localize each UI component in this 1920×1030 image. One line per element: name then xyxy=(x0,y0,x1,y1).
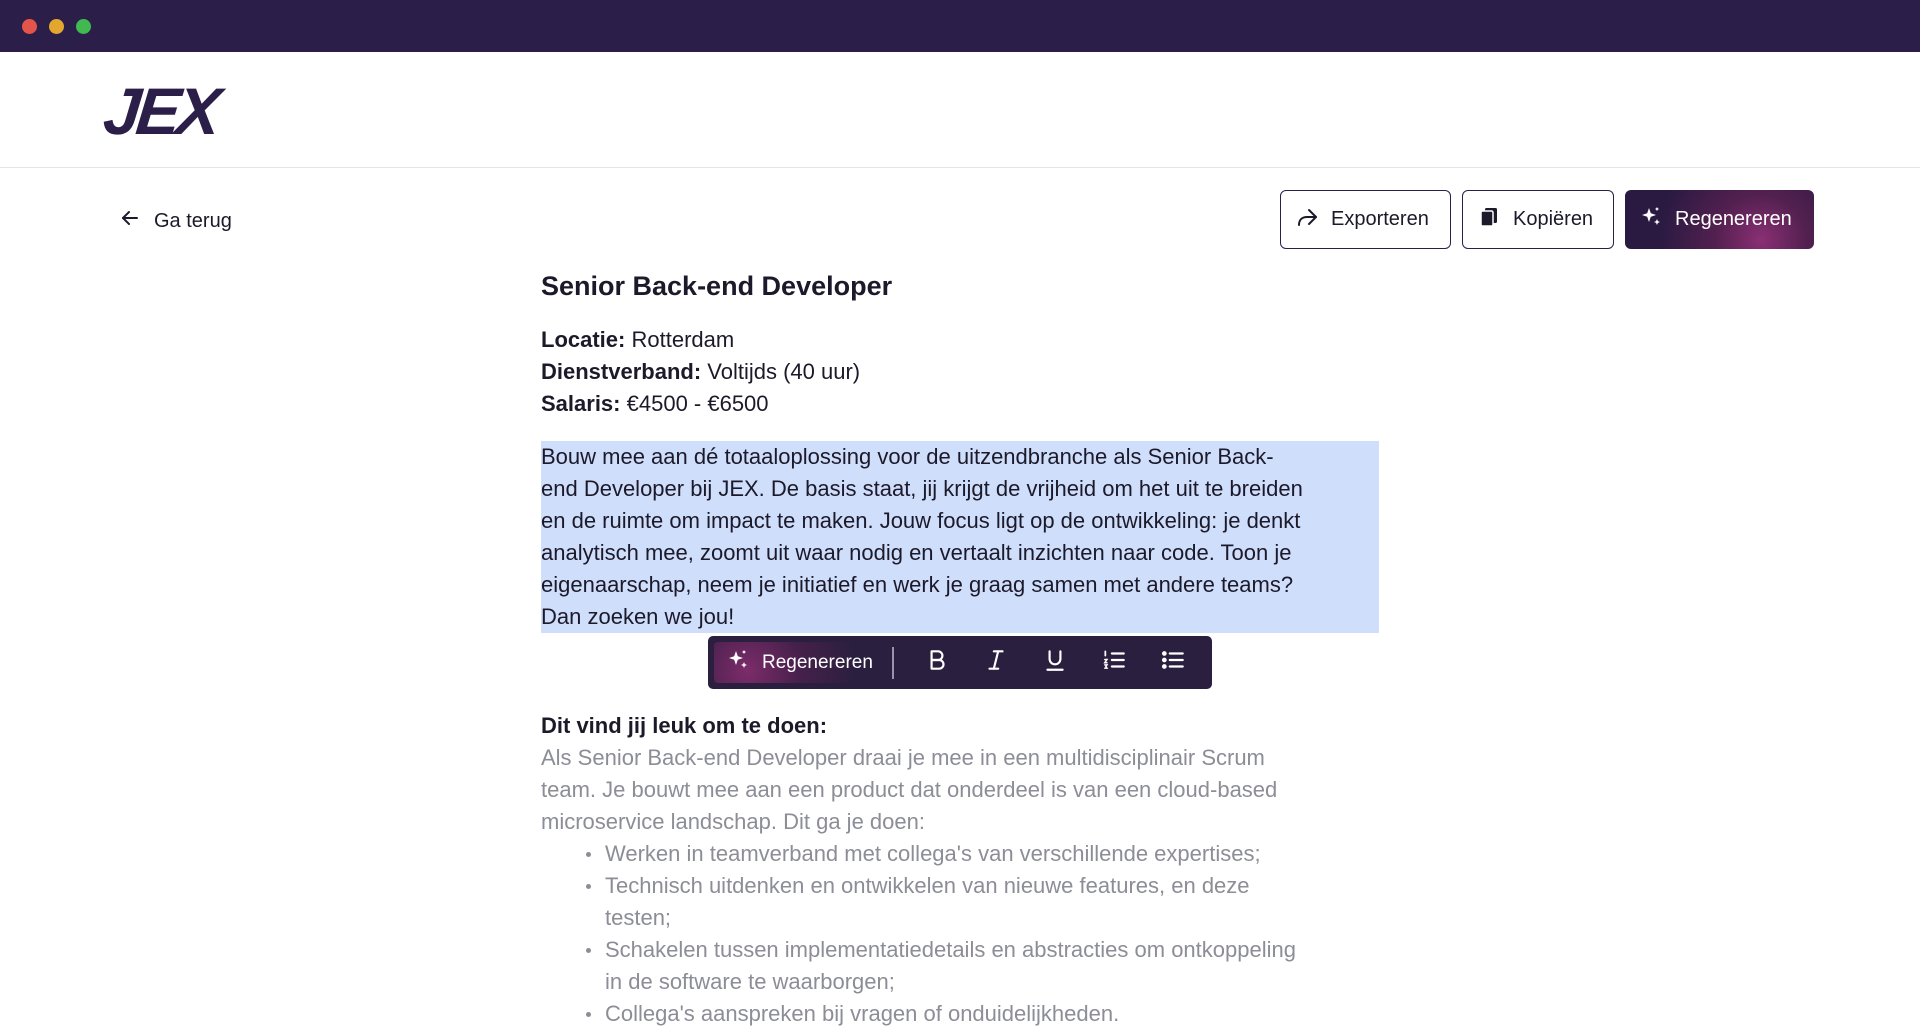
italic-button[interactable] xyxy=(967,642,1026,683)
minimize-window-button[interactable] xyxy=(49,19,64,34)
export-button-label: Exporteren xyxy=(1331,208,1429,230)
meta-employment-label: Dienstverband: xyxy=(541,359,702,384)
meta-location-label: Locatie: xyxy=(541,327,626,352)
bold-icon xyxy=(924,647,950,678)
list-item-line: in de software te waarborgen; xyxy=(605,969,895,994)
meta-salary-value: €4500 - €6500 xyxy=(626,391,769,416)
meta-salary xyxy=(541,388,1381,420)
section-heading: Dit vind jij leuk om te doen: xyxy=(541,713,828,738)
intro-line: eigenaarschap, neem je initiatief en werk je graag samen met andere teams? xyxy=(541,572,1294,597)
responsibilities-list xyxy=(605,838,1381,1030)
regenerate-selection-button[interactable] xyxy=(714,642,880,683)
regenerate-selection-label: Regenereren xyxy=(762,651,873,673)
list-item-line: Schakelen tussen implementatiedetails en abstracties om ontkoppeling xyxy=(605,937,1296,962)
intro-line: en de ruimte om impact te maken. Jouw focus ligt op de ontwikkeling: je denkt xyxy=(541,508,1301,533)
back-link-label: Ga terug xyxy=(154,209,232,232)
document-toolbar xyxy=(1280,190,1814,249)
intro-line: end Developer bij JEX. De basis staat, jij krijgt de vrijheid om het uit te breiden xyxy=(541,476,1303,501)
back-link[interactable] xyxy=(118,204,232,238)
export-button[interactable] xyxy=(1280,190,1451,249)
selection-format-toolbar xyxy=(708,636,1212,689)
jex-logo[interactable]: JEX xyxy=(100,74,221,148)
job-meta[interactable] xyxy=(541,324,1381,420)
maximize-window-button[interactable] xyxy=(76,19,91,34)
regenerate-button-label: Regenereren xyxy=(1675,208,1792,230)
section-paragraph xyxy=(541,742,1381,838)
intro-line: Dan zoeken we jou! xyxy=(541,604,735,629)
copy-icon xyxy=(1477,205,1501,235)
meta-salary-label: Salaris: xyxy=(541,391,621,416)
document-header xyxy=(541,268,1381,420)
italic-icon xyxy=(983,647,1009,678)
bold-button[interactable] xyxy=(908,642,967,683)
list-item-line: Collega's aanspreken bij vragen of onduidelijkheden. xyxy=(605,1001,1120,1026)
ordered-list-button[interactable] xyxy=(1085,642,1144,683)
copy-button-label: Kopiëren xyxy=(1513,208,1594,230)
app-header xyxy=(0,52,1920,168)
ordered-list-icon xyxy=(1101,647,1127,678)
section-line: microservice landschap. Dit ga je doen: xyxy=(541,809,925,834)
list-item xyxy=(605,998,1381,1030)
list-item xyxy=(605,934,1381,998)
arrow-left-icon xyxy=(118,206,142,236)
underline-icon xyxy=(1042,647,1068,678)
meta-employment-value: Voltijds (40 uur) xyxy=(707,359,861,384)
list-item-line: Technisch uitdenken en ontwikkelen van nieuwe features, en deze xyxy=(605,873,1250,898)
meta-employment xyxy=(541,356,1381,388)
selected-intro-paragraph[interactable] xyxy=(541,441,1379,633)
meta-location-value: Rotterdam xyxy=(631,327,735,352)
sparkles-icon xyxy=(1639,205,1663,235)
list-item-line: testen; xyxy=(605,905,672,930)
close-window-button[interactable] xyxy=(22,19,37,34)
intro-line: Bouw mee aan dé totaaloplossing voor de uitzendbranche als Senior Back- xyxy=(541,444,1274,469)
section-line: team. Je bouwt mee aan een product dat onderdeel is van een cloud-based xyxy=(541,777,1278,802)
bullet-list-icon xyxy=(1160,647,1186,678)
regenerate-button[interactable] xyxy=(1625,190,1814,249)
list-item-line: Werken in teamverband met collega's van verschillende expertises; xyxy=(605,841,1261,866)
bullet-list-button[interactable] xyxy=(1144,642,1203,683)
sparkles-icon xyxy=(726,648,750,678)
toolbar-divider xyxy=(892,647,894,679)
section-line: Als Senior Back-end Developer draai je mee in een multidisciplinair Scrum xyxy=(541,745,1265,770)
copy-button[interactable] xyxy=(1462,190,1614,249)
list-item xyxy=(605,838,1381,870)
list-item xyxy=(605,870,1381,934)
meta-location xyxy=(541,324,1381,356)
intro-line: analytisch mee, zoomt uit waar nodig en vertaalt inzichten naar code. Toon je xyxy=(541,540,1292,565)
underline-button[interactable] xyxy=(1026,642,1085,683)
window-titlebar xyxy=(0,0,1920,52)
responsibilities-section[interactable] xyxy=(541,710,1381,1030)
share-icon xyxy=(1295,205,1319,235)
job-title[interactable]: Senior Back-end Developer xyxy=(541,271,893,301)
